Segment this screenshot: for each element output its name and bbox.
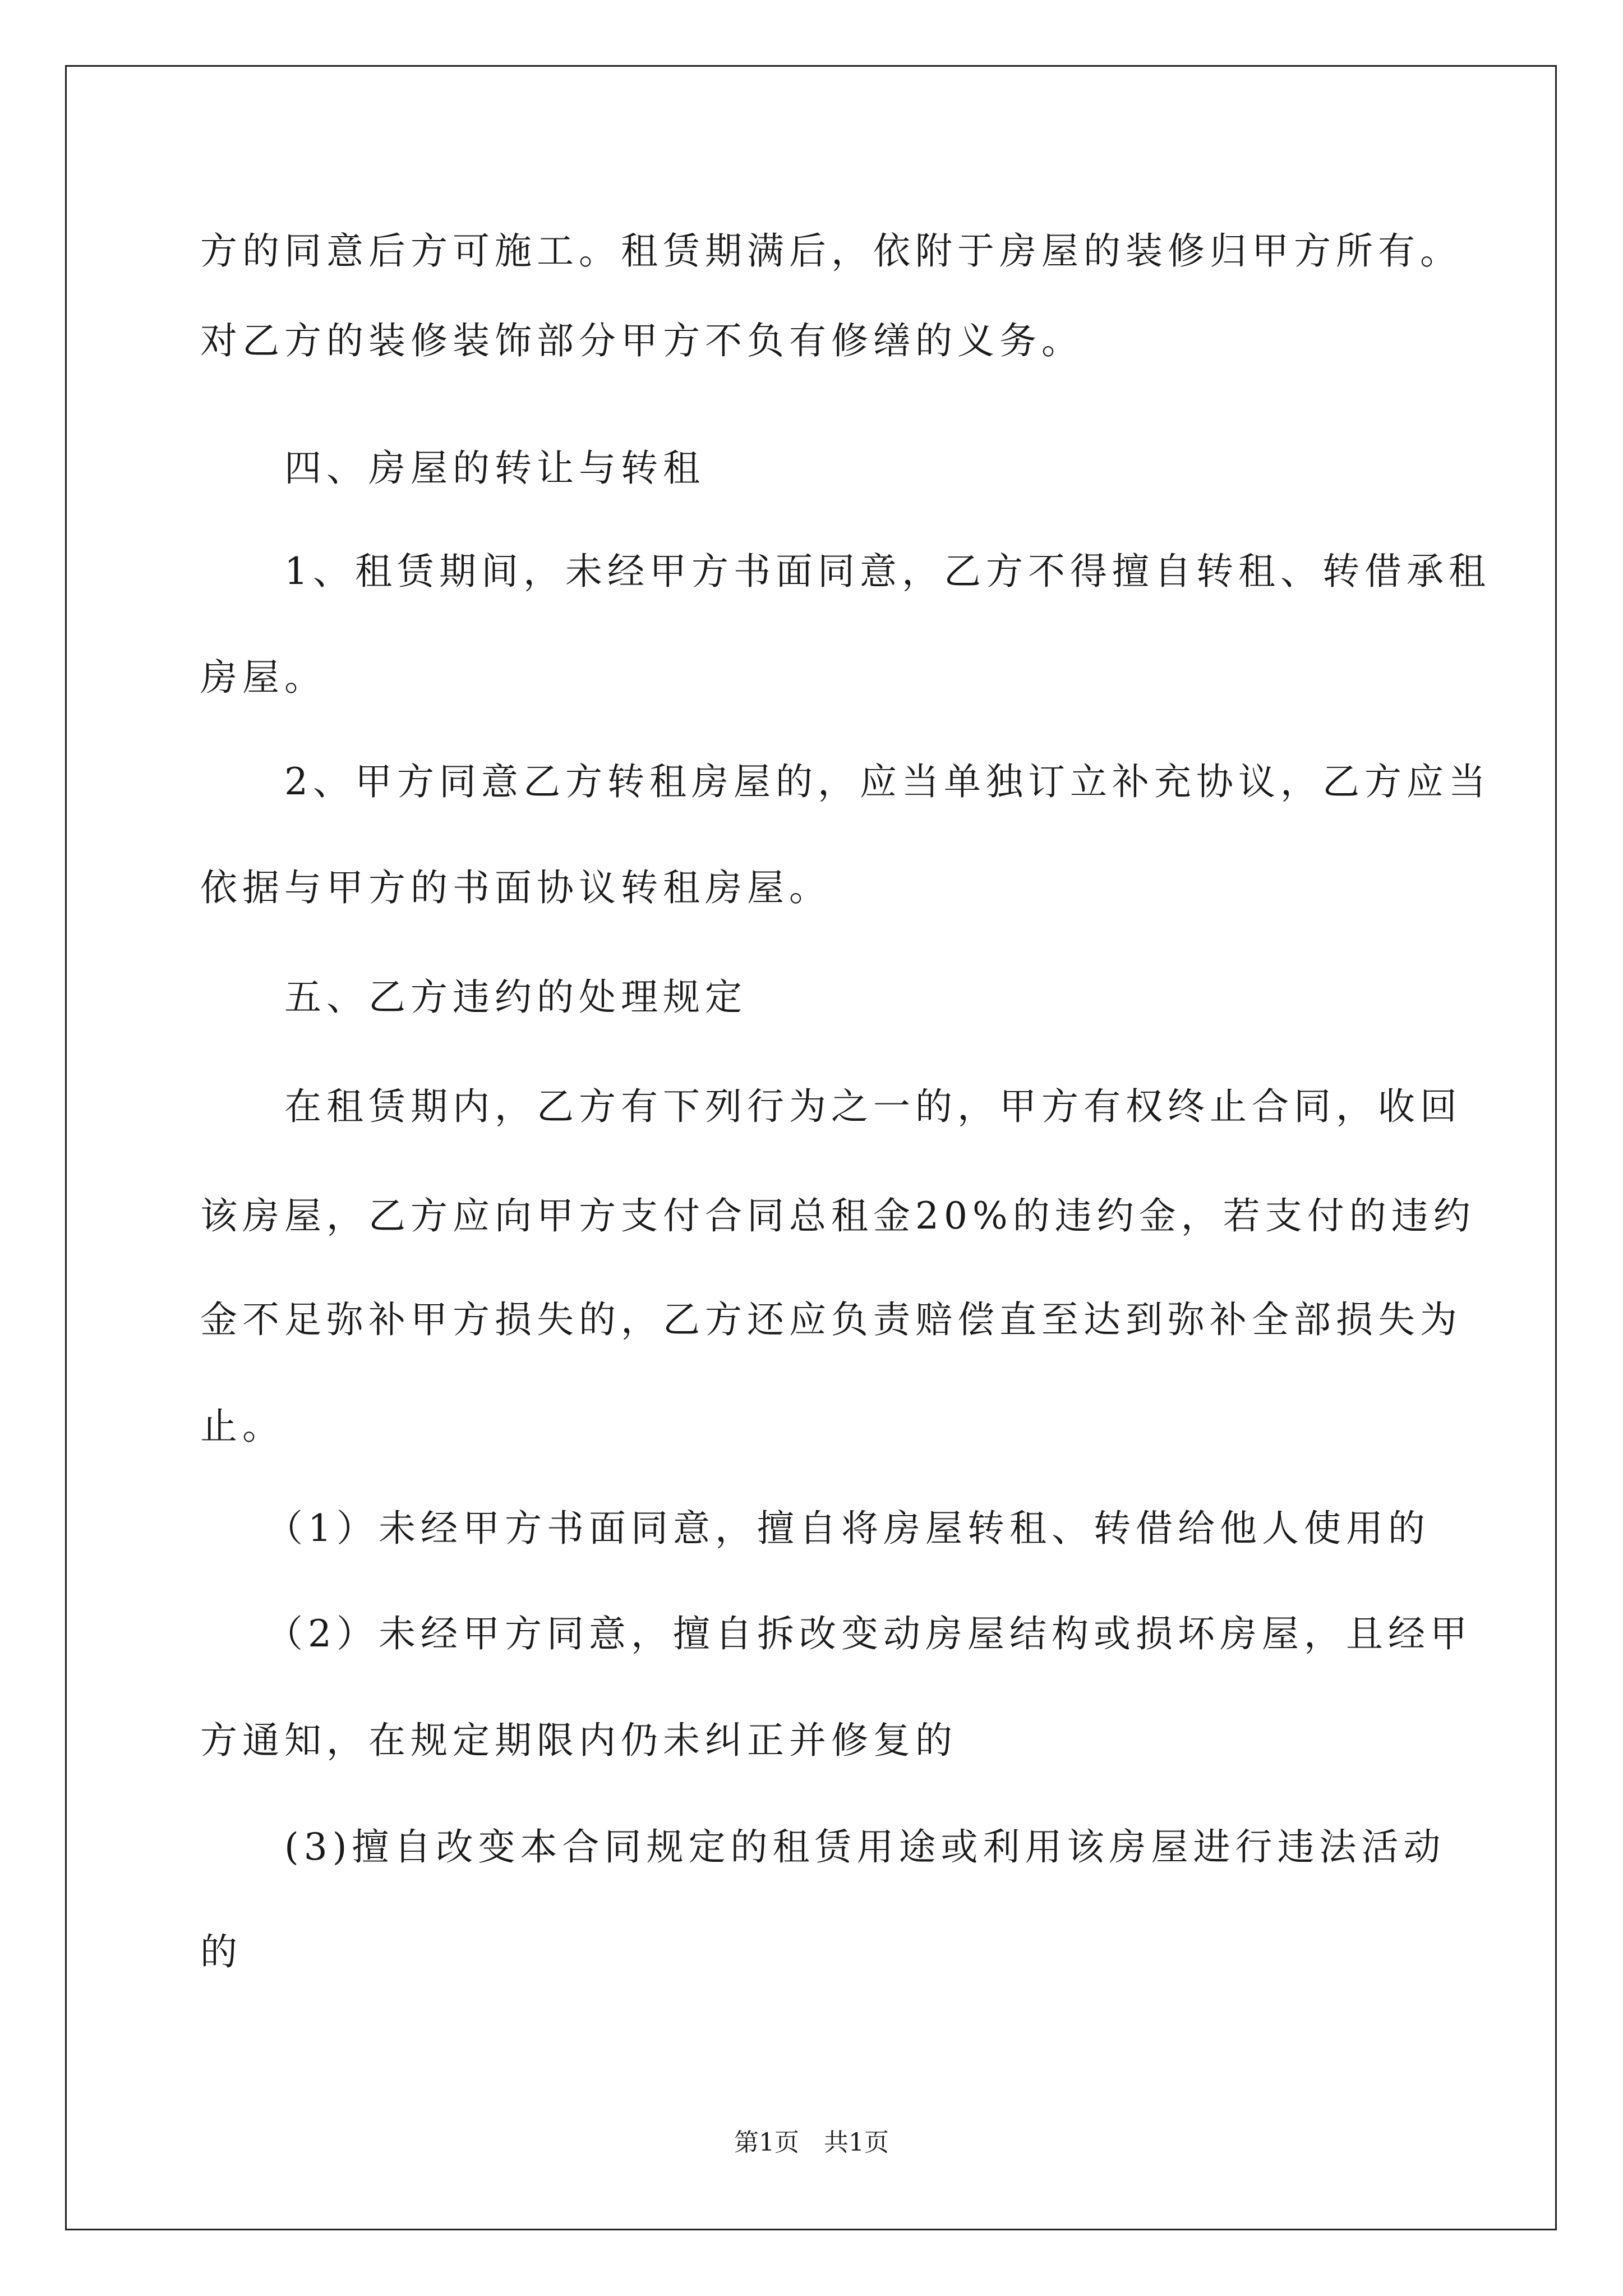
text-line-2: 对乙方的装修装饰部分甲方不负有修缮的义务。 [200, 319, 1083, 362]
text-line-10: 该房屋，乙方应向甲方支付合同总租金20%的违约金，若支付的违约 [200, 1194, 1476, 1237]
text-line-9: 在租赁期内，乙方有下列行为之一的，甲方有权终止合同，收回 [200, 1085, 1462, 1128]
text-line-5: 房屋。 [200, 656, 326, 699]
text-line-6: 2、甲方同意乙方转租房屋的，应当单独订立补充协议，乙方应当 [200, 760, 1491, 803]
text-line-1: 方的同意后方可施工。租赁期满后，依附于房屋的装修归甲方所有。 [200, 229, 1462, 273]
clause-item-1: （1）未经甲方书面同意，擅自将房屋转租、转借给他人使用的 [200, 1507, 1430, 1550]
section-heading-5: 五、乙方违约的处理规定 [200, 976, 747, 1019]
text-line-15: 方通知，在规定期限内仍未纠正并修复的 [200, 1719, 957, 1762]
page-border [65, 65, 1557, 2230]
text-line-11: 金不足弥补甲方损失的，乙方还应负责赔偿直至达到弥补全部损失为 [200, 1298, 1462, 1341]
section-heading-4: 四、房屋的转让与转租 [200, 447, 705, 490]
clause-item-2: （2）未经甲方同意，擅自拆改变动房屋结构或损坏房屋，且经甲 [200, 1612, 1472, 1655]
text-line-4: 1、租赁期间，未经甲方书面同意，乙方不得擅自转租、转借承租 [200, 550, 1491, 593]
text-line-17: 的 [200, 1930, 242, 1973]
text-line-7: 依据与甲方的书面协议转租房屋。 [200, 866, 831, 909]
text-line-12: 止。 [200, 1405, 284, 1448]
page-number-footer: 第1页 共1页 [734, 2128, 889, 2157]
clause-item-3: (3)擅自改变本合同规定的租赁用途或利用该房屋进行违法活动 [200, 1825, 1446, 1869]
